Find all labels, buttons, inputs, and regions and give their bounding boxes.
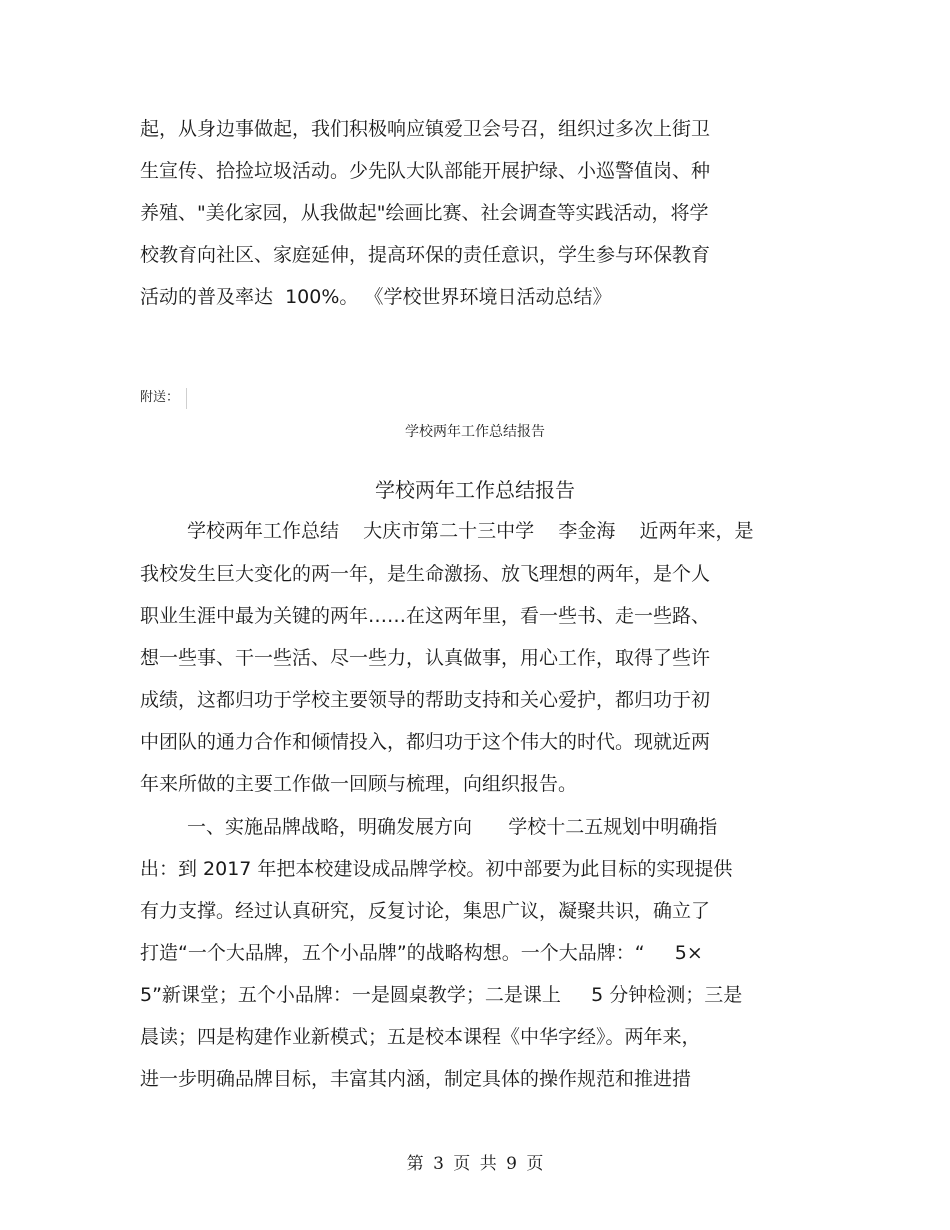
text-line: 职业生涯中最为关键的两年……在这两年里，看一些书、走一些路、 (140, 605, 711, 627)
text-line: 打造“一个大品牌，五个小品牌”的战略构想。一个大品牌：“ 5× (140, 942, 703, 964)
text-line: 养殖、"美化家园，从我做起"绘画比赛、社会调查等实践活动，将学 (140, 202, 709, 224)
text-line: 学校两年工作总结 大庆市第二十三中学 李金海 近两年来，是 (187, 520, 754, 542)
text-line: 进一步明确品牌目标，丰富其内涵，制定具体的操作规范和推进措 (140, 1068, 692, 1090)
document-subtitle: 学校两年工作总结报告 (405, 424, 545, 440)
text-line: 生宣传、拾捡垃圾活动。少先队大队部能开展护绿、小巡警值岗、种 (140, 160, 711, 182)
attachment-divider (186, 388, 187, 409)
text-line: 一、实施品牌战略，明确发展方向 学校十二五规划中明确指 (187, 816, 718, 838)
text-line: 5”新课堂；五个小品牌：一是圆桌教学；二是课上 5 分钟检测；三是 (140, 984, 743, 1006)
text-line: 中团队的通力合作和倾情投入，都归功于这个伟大的时代。现就近两 (140, 731, 711, 753)
page-footer: 第 3 页 共 9 页 (406, 1154, 544, 1174)
text-line: 成绩，这都归功于学校主要领导的帮助支持和关心爱护，都归功于初 (140, 689, 711, 711)
text-line: 校教育向社区、家庭延伸，提高环保的责任意识，学生参与环保教育 (140, 244, 711, 266)
text-line: 我校发生巨大变化的两一年，是生命激扬、放飞理想的两年，是个人 (140, 563, 711, 585)
text-line: 起，从身边事做起，我们积极响应镇爱卫会号召，组织过多次上街卫 (140, 118, 711, 140)
document-title: 学校两年工作总结报告 (375, 478, 575, 502)
text-line: 出：到 2017 年把本校建设成品牌学校。初中部要为此目标的实现提供 (140, 858, 733, 880)
text-line: 想一些事、干一些活、尽一些力，认真做事，用心工作，取得了些许 (140, 647, 711, 669)
attachment-label: 附送： (140, 390, 180, 405)
text-line: 活动的普及率达 100%。 《学校世界环境日活动总结》 (140, 286, 612, 308)
text-line: 年来所做的主要工作做一回顾与梳理，向组织报告。 (140, 773, 578, 795)
text-line: 有力支撑。经过认真研究，反复讨论，集思广议，凝聚共识，确立了 (140, 900, 711, 922)
text-line: 晨读；四是构建作业新模式；五是校本课程《中华字经》。两年来， (140, 1026, 701, 1048)
